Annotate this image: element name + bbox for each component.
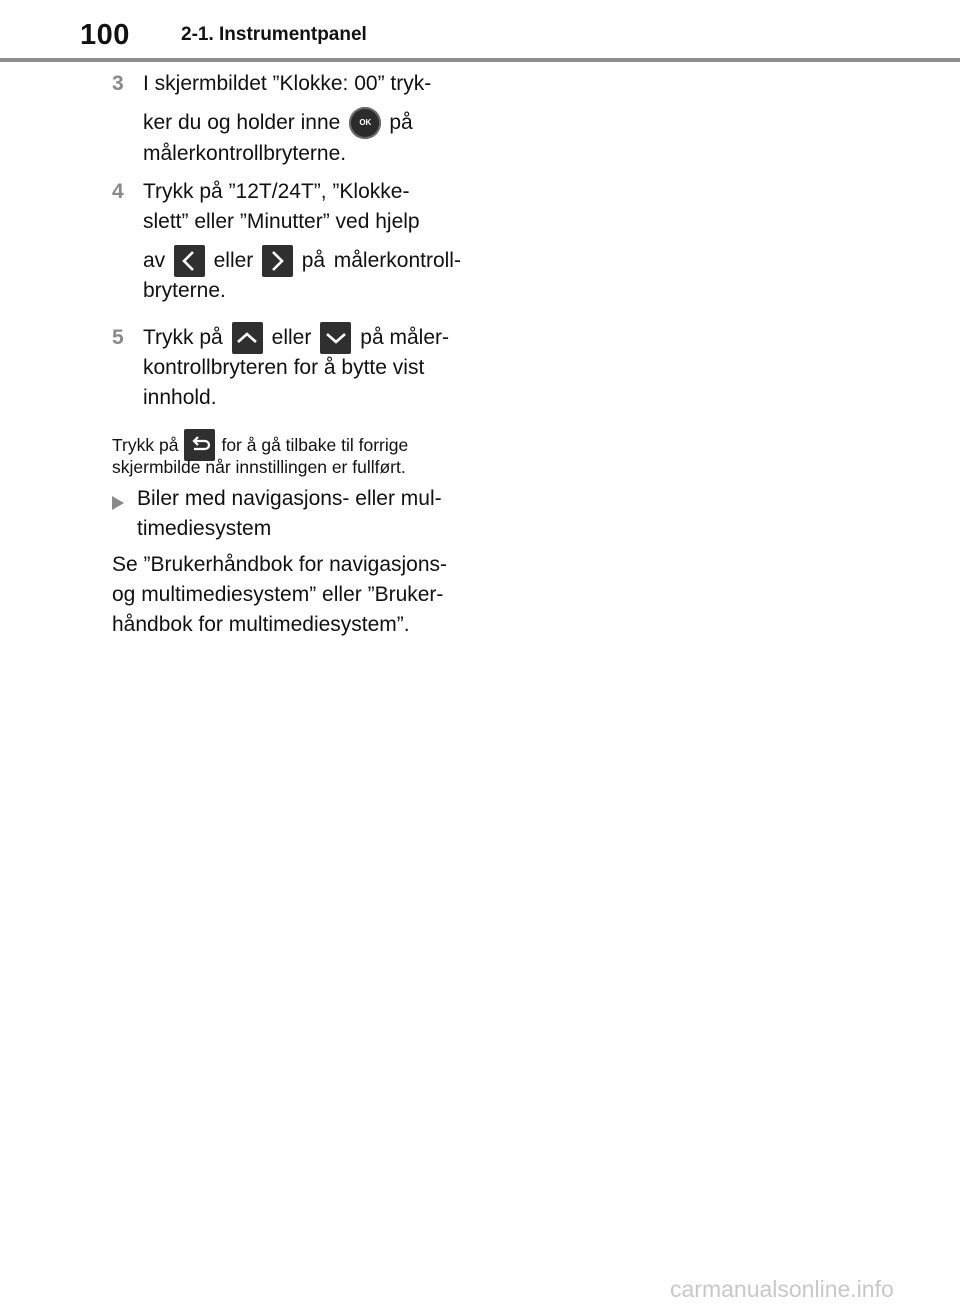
step-text-line: kontrollbryteren for å bytte vist <box>143 356 425 379</box>
step-text-line: I skjermbildet ”Klokke: 00” tryk- <box>143 72 432 95</box>
bullet-text-line: Biler med navigasjons- eller mul- <box>137 487 442 510</box>
footer-watermark: carmanualsonline.info <box>670 1276 894 1302</box>
chevron-right-icon <box>262 245 293 277</box>
step-number: 3 <box>112 72 124 95</box>
step-text-line: Trykk på ”12T/24T”, ”Klokke- <box>143 180 410 203</box>
note-text: Trykk på <box>112 435 179 455</box>
step-text-line: slett” eller ”Minutter” ved hjelp <box>143 210 420 233</box>
paragraph-line: og multimediesystem” eller ”Bruker- <box>112 583 444 606</box>
step-text: eller <box>213 249 254 272</box>
step-number: 4 <box>112 180 124 203</box>
paragraph-line: Se ”Brukerhåndbok for navigasjons- <box>112 553 448 576</box>
note-line: skjermbilde når innstillingen er fullført. <box>112 457 406 477</box>
ok-button-icon <box>349 107 381 139</box>
page-number: 100 <box>80 19 130 51</box>
bullet-text-line: timediesystem <box>137 517 272 540</box>
step-text: målerkontroll- <box>333 249 461 272</box>
note-text: for å gå tilbake til forrige <box>221 435 409 455</box>
step-text: på <box>389 111 413 134</box>
step-text: av <box>143 249 166 272</box>
chevron-up-icon <box>232 322 263 354</box>
step-number: 5 <box>112 326 124 349</box>
step-text-line: bryterne. <box>143 279 226 302</box>
step-text-line <box>143 108 413 138</box>
ok-icon-label: OK <box>359 118 372 127</box>
chevron-left-icon <box>174 245 205 277</box>
step-text: ker du og holder inne <box>143 111 341 134</box>
step-text: Trykk på <box>143 326 223 349</box>
section-title: 2-1. Instrumentpanel <box>181 24 367 45</box>
step-text: på måler- <box>360 326 449 349</box>
step-text-line: innhold. <box>143 386 217 409</box>
paragraph-line: håndbok for multimediesystem”. <box>112 613 410 636</box>
step-text-line <box>143 244 461 278</box>
step-text: på <box>301 249 326 272</box>
step-text-line <box>143 321 449 355</box>
step-text: eller <box>271 326 312 349</box>
chevron-down-icon <box>320 322 351 354</box>
triangle-bullet-icon <box>112 492 124 516</box>
step-text-line: målerkontrollbryterne. <box>143 142 347 165</box>
header-divider <box>0 58 960 62</box>
